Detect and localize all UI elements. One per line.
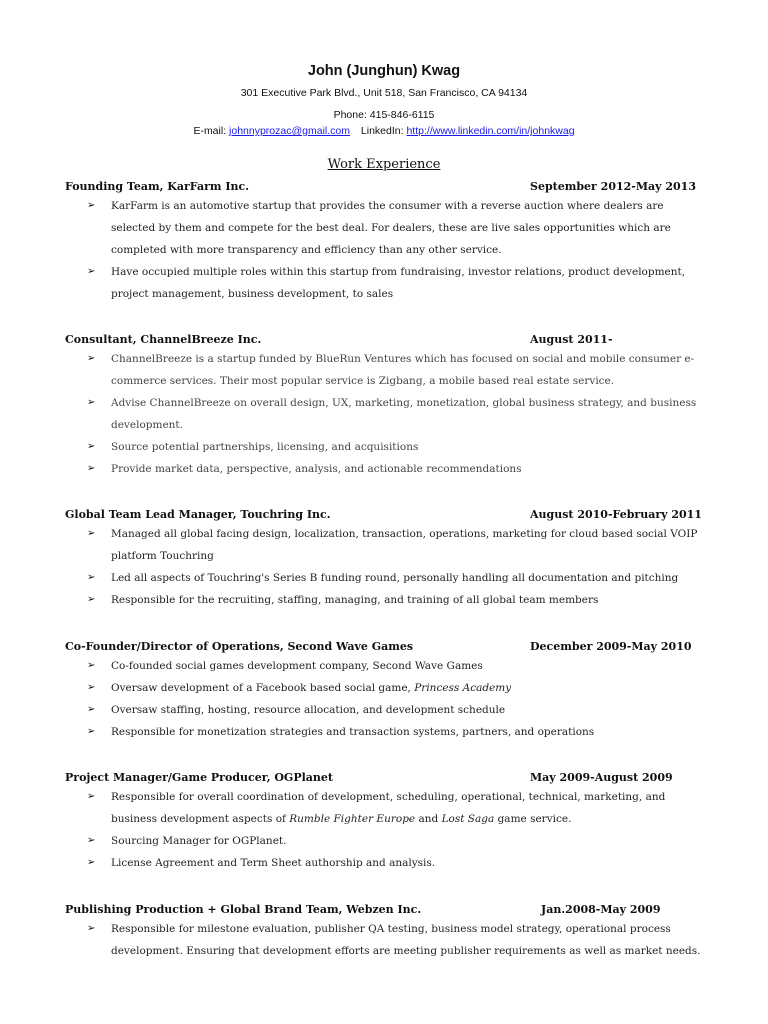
job-bullets bbox=[65, 348, 705, 480]
candidate-name: John (Junghun) Kwag bbox=[307, 63, 461, 79]
job-dates: August 2011- bbox=[530, 333, 613, 346]
job-title: Co-Founder/Director of Operations, Second Wave Games bbox=[65, 640, 414, 653]
list-item: ➢ Responsible for overall coordination of development, scheduling, operational, technical, marketing, and business development aspects of Rumble Fighter Europe and Lost Saga game service. bbox=[65, 786, 705, 830]
game-title-lost-saga: Lost Saga bbox=[441, 813, 495, 825]
job-title: Consultant, ChannelBreeze Inc. bbox=[65, 333, 262, 346]
arrow-bullet-icon: ➢ bbox=[87, 353, 96, 364]
job-dates: December 2009-May 2010 bbox=[530, 640, 692, 653]
list-item: ➢ Have occupied multiple roles within this startup from fundraising, investor relations, product development, project management, business development, to sales bbox=[65, 261, 705, 305]
job-bullets bbox=[65, 655, 705, 743]
game-title-princess-academy: Princess Academy bbox=[414, 682, 512, 694]
section-title-work-experience: Work Experience bbox=[327, 157, 441, 172]
arrow-bullet-icon: ➢ bbox=[87, 726, 96, 737]
list-item: ➢ Provide market data, perspective, analysis, and actionable recommendations bbox=[65, 458, 705, 480]
linkedin-link[interactable]: http://www.linkedin.com/in/johnkwag bbox=[406, 125, 575, 137]
arrow-bullet-icon: ➢ bbox=[87, 857, 96, 868]
job-title: Global Team Lead Manager, Touchring Inc. bbox=[65, 508, 331, 521]
list-item: ➢ Managed all global facing design, localization, transaction, operations, marketing for cloud based social VOIP platform Touchring bbox=[65, 523, 705, 567]
email-link[interactable]: johnnyprozac@gmail.com bbox=[229, 125, 350, 137]
arrow-bullet-icon: ➢ bbox=[87, 791, 96, 802]
list-item: ➢ License Agreement and Term Sheet authorship and analysis. bbox=[65, 852, 705, 874]
contact-line bbox=[0, 125, 768, 137]
arrow-bullet-icon: ➢ bbox=[87, 441, 96, 452]
job-title: Founding Team, KarFarm Inc. bbox=[65, 180, 250, 193]
list-item: ➢ Oversaw staffing, hosting, resource allocation, and development schedule bbox=[65, 699, 705, 721]
job-dates: August 2010-February 2011 bbox=[530, 508, 702, 521]
arrow-bullet-icon: ➢ bbox=[87, 835, 96, 846]
job-bullets bbox=[65, 918, 705, 962]
list-item: ➢ Responsible for the recruiting, staffing, managing, and training of all global team members bbox=[65, 589, 705, 611]
job-title: Publishing Production + Global Brand Team, Webzen Inc. bbox=[65, 903, 422, 916]
job-bullets bbox=[65, 195, 705, 305]
list-item: ➢ Co-founded social games development company, Second Wave Games bbox=[65, 655, 705, 677]
arrow-bullet-icon: ➢ bbox=[87, 594, 96, 605]
list-item: ➢ Responsible for monetization strategies and transaction systems, partners, and operations bbox=[65, 721, 705, 743]
arrow-bullet-icon: ➢ bbox=[87, 397, 96, 408]
job-title: Project Manager/Game Producer, OGPlanet bbox=[65, 771, 333, 784]
arrow-bullet-icon: ➢ bbox=[87, 682, 96, 693]
list-item: ➢ KarFarm is an automotive startup that provides the consumer with a reverse auction where dealers are selected by them and compete for the best deal. For dealers, these are live sales opportunities which are completed with more transparency and efficiency than any other service. bbox=[65, 195, 705, 261]
arrow-bullet-icon: ➢ bbox=[87, 572, 96, 583]
game-title-rumble-fighter: Rumble Fighter Europe bbox=[289, 813, 416, 825]
list-item: ➢ Sourcing Manager for OGPlanet. bbox=[65, 830, 705, 852]
list-item: ➢ Advise ChannelBreeze on overall design, UX, marketing, monetization, global business strategy, and business development. bbox=[65, 392, 705, 436]
job-dates: Jan.2008-May 2009 bbox=[541, 903, 661, 916]
list-item: ➢ ChannelBreeze is a startup funded by BlueRun Ventures which has focused on social and mobile consumer e-commerce services. Their most popular service is Zigbang, a mobile based real estate service. bbox=[65, 348, 705, 392]
arrow-bullet-icon: ➢ bbox=[87, 200, 96, 211]
list-item: ➢ Responsible for milestone evaluation, publisher QA testing, business model strategy, operational process development. Ensuring that development efforts are meeting publisher requirements as well as market needs. bbox=[65, 918, 705, 962]
linkedin-label: LinkedIn: bbox=[360, 125, 404, 137]
list-item: ➢ Source potential partnerships, licensing, and acquisitions bbox=[65, 436, 705, 458]
job-bullets bbox=[65, 786, 705, 874]
job-dates: September 2012-May 2013 bbox=[530, 180, 696, 193]
arrow-bullet-icon: ➢ bbox=[87, 923, 96, 934]
list-item: ➢ Oversaw development of a Facebook based social game, Princess Academy bbox=[65, 677, 705, 699]
arrow-bullet-icon: ➢ bbox=[87, 528, 96, 539]
email-label: E-mail: bbox=[193, 125, 227, 137]
job-dates: May 2009-August 2009 bbox=[530, 771, 673, 784]
arrow-bullet-icon: ➢ bbox=[87, 266, 96, 277]
arrow-bullet-icon: ➢ bbox=[87, 463, 96, 474]
job-bullets bbox=[65, 523, 705, 611]
phone: Phone: 415-846-6115 bbox=[333, 109, 435, 121]
list-item: ➢ Led all aspects of Touchring's Series B funding round, personally handling all documentation and pitching bbox=[65, 567, 705, 589]
arrow-bullet-icon: ➢ bbox=[87, 660, 96, 671]
arrow-bullet-icon: ➢ bbox=[87, 704, 96, 715]
address: 301 Executive Park Blvd., Unit 518, San Francisco, CA 94134 bbox=[240, 87, 528, 99]
